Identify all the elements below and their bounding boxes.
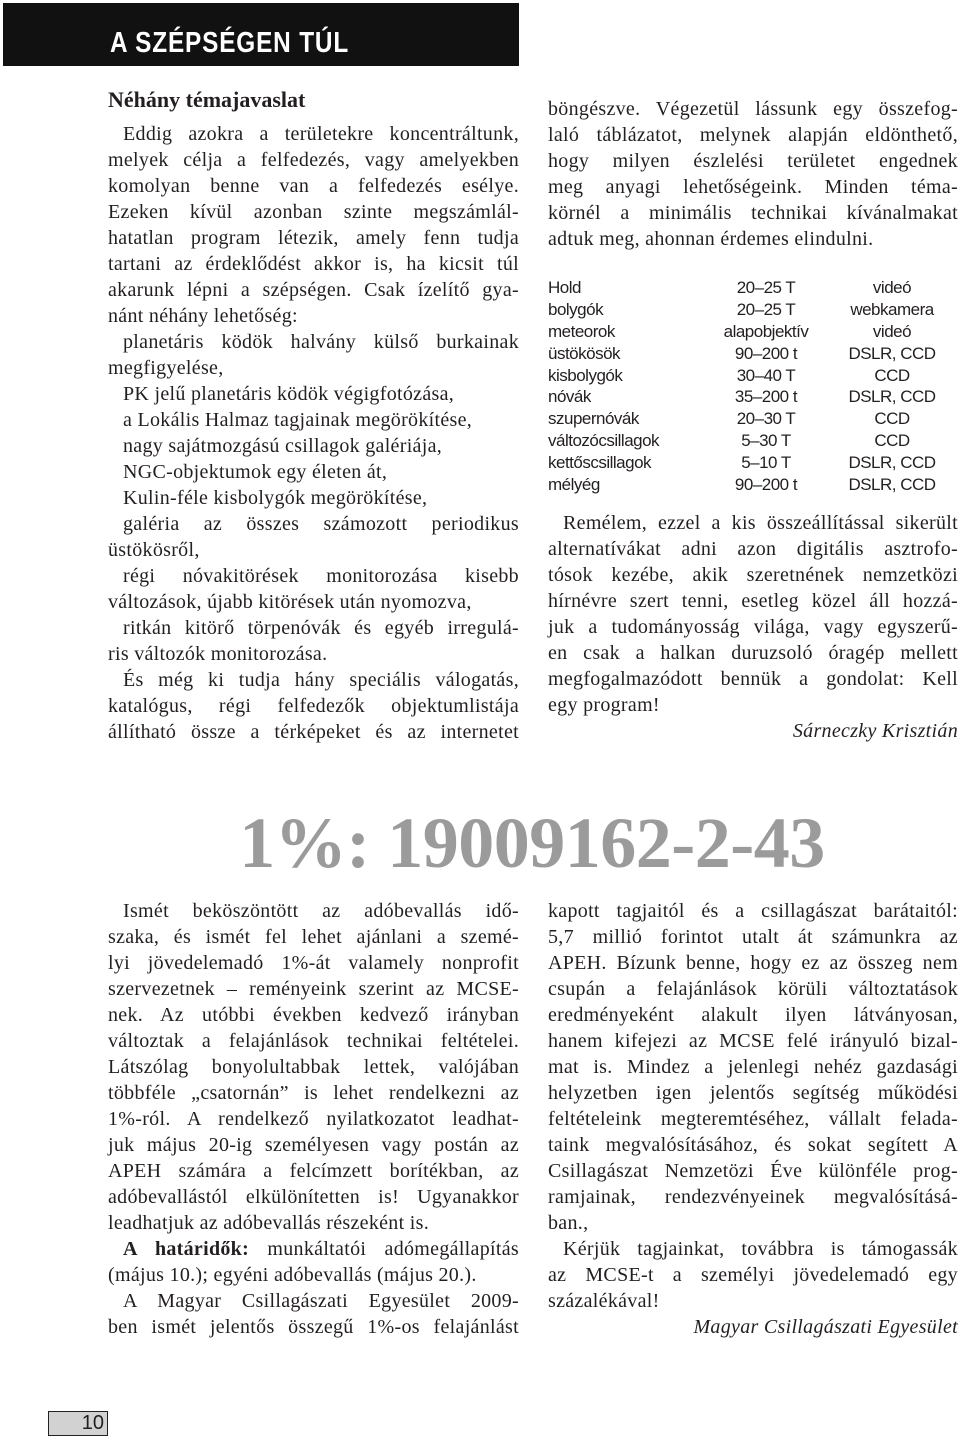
instrument-cell: 35–200 t [734, 387, 798, 407]
text-line: állítható össze a térképeket és az internetet [108, 721, 519, 743]
object-cell: kisbolygók [548, 365, 623, 385]
text-line: változások, újabb kitörések után nyomozva, [108, 591, 472, 613]
text-line: böngészve. Végezetül lássunk egy összefog- [548, 98, 958, 120]
appeal-left-column [108, 898, 519, 1340]
table-row [548, 321, 958, 343]
text-line: megfogalmazódott bennük a gondolat: Kell [548, 668, 958, 690]
text-line: Látszólag bonyolultabbak lettek, valójában [108, 1056, 519, 1078]
text-line: szaka, és ismét fel lehet ajánlani a szemé- [108, 926, 519, 948]
table-row [548, 365, 958, 387]
tax-number-title: 1%: 19009162-2-43 [239, 803, 825, 883]
text-line: ramjainak, rendezvényeinek megvalósításá- [548, 1186, 958, 1208]
table-row [548, 386, 958, 408]
text-line [108, 1236, 519, 1262]
object-cell: Hold [548, 278, 581, 297]
section-header-bar [3, 3, 519, 66]
text-line: szervezetnek – reményeink szerint az MCSE- [108, 978, 519, 1000]
text-line: egy program! [548, 694, 660, 716]
text-line: tartani az érdeklődést akkor is, ha kicsit túl [108, 253, 519, 275]
bold-lead-in: A határidők: [123, 1238, 250, 1260]
text-line: csupán a felajánlások körüli változtatások [548, 978, 958, 1000]
article-closing-paragraph [548, 510, 958, 718]
detector-cell: videó [872, 278, 912, 297]
text-line: melyek célja a felfedezés, vagy amelyekben [108, 149, 519, 171]
article-left-column [108, 121, 519, 745]
text-line: hanem kifejezi az MCSE felé irányuló bizal- [548, 1030, 958, 1052]
text-line: katalógus, régi felfedezők objektumlistája [108, 695, 519, 717]
text-line: helyzetben igen jelentős segítség működési [548, 1082, 958, 1104]
detector-cell: CCD [874, 365, 910, 385]
instrument-cell: 5–10 T [741, 453, 791, 473]
instrument-cell: 30–40 T [736, 365, 796, 385]
object-cell: mélyég [548, 475, 600, 495]
detector-cell: DSLR, CCD [848, 453, 936, 473]
article-right-column [548, 96, 958, 252]
appeal-signature: Magyar Csillagászati Egyesület [693, 1316, 958, 1338]
text-line: adóbevallástól elkülönítetten is! Ugyanakkor [108, 1186, 519, 1208]
object-cell: nóvák [548, 387, 591, 407]
instrument-cell: 20–25 T [736, 299, 796, 319]
detector-cell: DSLR, CCD [848, 343, 936, 363]
text-line: üstökösről, [108, 539, 200, 561]
text-line: APEH számára a felcímzett borítékban, az [108, 1160, 519, 1182]
table-row [548, 408, 958, 430]
text-line: NGC-objektumok egy életen át, [123, 461, 388, 483]
object-cell: bolygók [548, 299, 604, 319]
table-row [548, 452, 958, 474]
object-cell: meteorok [548, 321, 615, 341]
instrument-cell: 20–30 T [736, 409, 796, 429]
text-line: hatatlan program létezik, amely fenn tudja [108, 227, 519, 249]
text-line: ritkán kitörő törpenóvák és egyéb irregulá- [123, 617, 519, 639]
text-line: Remélem, ezzel a kis összeállítással sikerült [563, 512, 958, 534]
instrument-cell: 5–30 T [741, 431, 791, 451]
text-line: hogy milyen észlelési területet engednek [548, 150, 958, 172]
text-line: körnél a minimális technikai kívánalmakat [548, 202, 958, 224]
text-line: eredményeként alakult ilyen látványosan, [548, 1004, 958, 1026]
text-line: az MCSE-t a személyi jövedelemadó egy [548, 1264, 958, 1286]
text-line: régi nóvakitörések monitorozása kisebb [123, 565, 519, 587]
table-row [548, 474, 958, 496]
text-line: en csak a halkan duruzsoló óragép mellett [548, 642, 958, 664]
page-number: 10 [48, 1411, 108, 1436]
detector-cell: webkamera [850, 299, 934, 319]
text-line: 5,7 millió forintot utalt át számunkra az [548, 926, 958, 948]
instrument-cell: 90–200 t [734, 475, 798, 495]
text-line: Kérjük tagjainkat, továbbra is támogassák [563, 1238, 958, 1260]
object-cell: változócsillagok [548, 431, 660, 451]
text-line: Ismét beköszöntött az adóbevallás idő- [123, 900, 519, 922]
text-line: akarunk lépni a szépségen. Csak ízelítő gya- [108, 279, 519, 301]
text-line: komolyan benne van a felfedezés esélye. [108, 175, 519, 197]
line-text: munkáltatói adómegállapítás [267, 1238, 519, 1260]
text-line: ris változók monitorozása. [108, 643, 328, 665]
detector-cell: CCD [874, 409, 910, 429]
instrument-cell: 20–25 T [736, 278, 796, 297]
text-line: 1%-ról. A rendelkező nyilatkozatot leadhat- [108, 1108, 519, 1130]
text-line: juk a tudományosság világa, vagy egyszerű- [548, 616, 958, 638]
text-line: nánt néhány lehetőség: [108, 305, 298, 327]
object-cell: üstökösök [548, 343, 621, 363]
text-line: ben ismét jelentős összegű 1%-os felajánlást [108, 1316, 519, 1338]
table-row [548, 430, 958, 452]
text-line: APEH. Bízunk benne, hogy ez az összeg nem [548, 952, 958, 974]
table-row [548, 343, 958, 365]
text-line: többféle „csatornán” is lehet rendelkezni az [108, 1082, 519, 1104]
text-line: kapott tagjaitól és a csillagászat barátaitól: [548, 900, 958, 922]
object-cell: szupernóvák [548, 409, 639, 429]
text-line: Eddig azokra a területekre koncentráltunk, [123, 123, 519, 145]
text-line: Csillagászat Nemzetözi Éve különféle prog- [548, 1160, 958, 1182]
text-line: Ezeken kívül azonban szinte megszámlál- [108, 201, 519, 223]
text-line: változtak a felajánlások technikai feltételei. [108, 1030, 519, 1052]
text-line: feltételeink megteremtéséhez, vállalt felada- [548, 1108, 958, 1130]
object-cell: kettőscsillagok [548, 453, 652, 473]
appeal-right-column [548, 898, 958, 1314]
text-line: mat is. Mindez a jelenlegi nehéz gazdasági [548, 1056, 958, 1078]
text-line: a Lokális Halmaz tagjainak megörökítése, [123, 409, 473, 431]
text-line: adtuk meg, ahonnan érdemes elindulni. [548, 228, 874, 250]
text-line: megfigyelése, [108, 357, 224, 379]
section-title: A SZÉPSÉGEN TÚL [110, 27, 350, 59]
text-line: PK jelű planetáris ködök végigfotózása, [123, 383, 455, 405]
text-line: alternatívákat adni azon digitális asztrofo- [548, 538, 958, 560]
text-line: juk május 20-ig személyesen vagy postán az [108, 1134, 519, 1156]
text-line: leadhatjuk az adóbevallás részeként is. [108, 1212, 430, 1234]
text-line: Kulin-féle kisbolygók megörökítése, [123, 487, 428, 509]
text-line: A Magyar Csillagászati Egyesület 2009- [123, 1290, 519, 1312]
text-line: hírnévre szert tenni, esetleg közel áll hozzá- [548, 590, 958, 612]
text-line: laló táblázatot, melynek alapján eldönthető, [548, 124, 958, 146]
detector-cell: videó [872, 321, 912, 341]
text-line: És még ki tudja hány speciális válogatás, [123, 669, 519, 691]
equipment-table [548, 277, 958, 496]
text-line: galéria az összes számozott periodikus [123, 513, 519, 535]
text-line: nagy sajátmozgású csillagok galériája, [123, 435, 443, 457]
text-line: taink megvalósításához, és sokat segített A [548, 1134, 958, 1156]
text-line: meg anyagi lehetőségeink. Minden téma- [548, 176, 958, 198]
article-author: Sárneczky Krisztián [792, 720, 958, 742]
text-line: nek. Az utóbbi években kedvező irányban [108, 1004, 519, 1026]
text-line: (május 10.); egyéni adóbevallás (május 20.). [108, 1264, 477, 1286]
text-line: tósok kezébe, akik szeretnének nemzetközi [548, 564, 958, 586]
text-line: planetáris ködök halvány külső burkainak [123, 331, 519, 353]
detector-cell: CCD [874, 431, 910, 451]
article-heading: Néhány témajavaslat [108, 87, 306, 112]
text-line: ban., [548, 1212, 589, 1234]
table-row [548, 277, 958, 299]
instrument-cell: 90–200 t [734, 343, 798, 363]
detector-cell: DSLR, CCD [848, 387, 936, 407]
text-line: lyi jövedelemadó 1%-át valamely nonprofit [108, 952, 519, 974]
text-line: százalékával! [548, 1290, 660, 1312]
instrument-cell: alapobjektív [723, 321, 809, 341]
detector-cell: DSLR, CCD [848, 475, 936, 495]
table-row [548, 299, 958, 321]
